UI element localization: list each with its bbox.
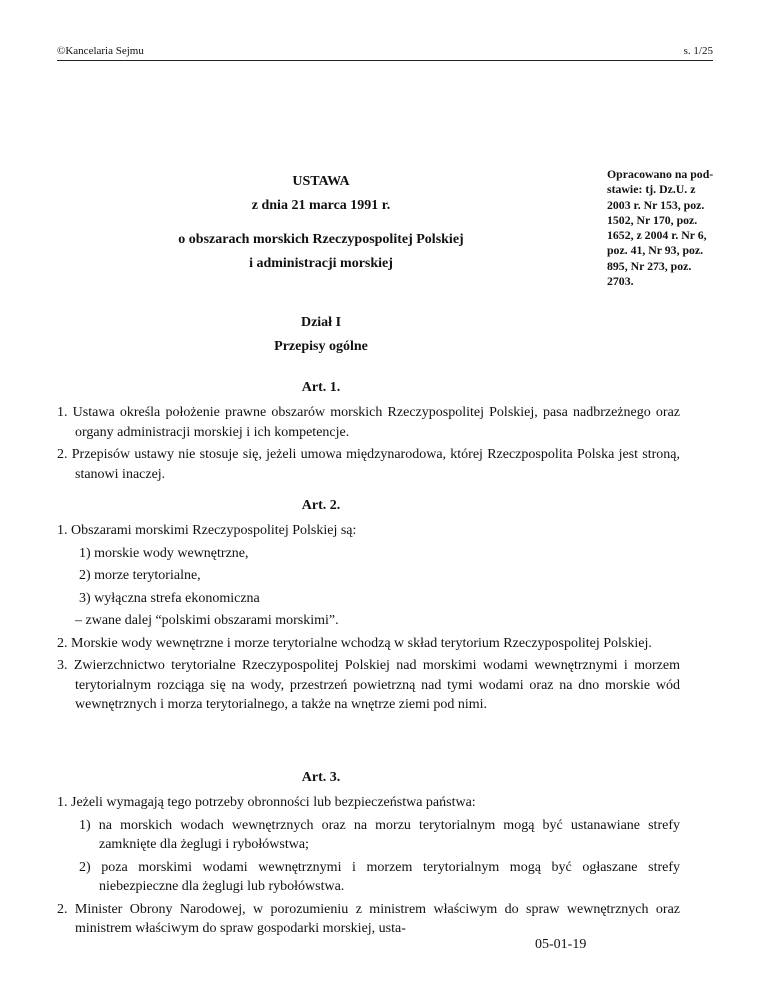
note-line: 1652, z 2004 r. Nr 6, (607, 228, 707, 243)
article-2-para-3: 3. Zwierzchnictwo terytorialne Rzeczypospolitej Polskiej nad morskimi wodami wewnętrznymi i morzem terytorialnym rozciąga się na wody, przestrzeń powietrzną nad tymi wodami oraz na dno morskie wód wewnętrznych i morza terytorialnego, a także na wnętrze ziemi pod nimi. (57, 658, 680, 712)
act-title (150, 170, 492, 218)
document-date: 05-01-19 (535, 937, 587, 952)
note-line: stawie: tj. Dz.U. z (607, 182, 696, 197)
act-subject-line2: i administracji morskiej (249, 256, 393, 271)
source-note (607, 167, 717, 289)
page-number: s. 1/25 (683, 45, 713, 57)
article-2-title: Art. 2. (301, 498, 341, 513)
article-2-tail: – zwane dalej “polskimi obszarami morskimi”. (75, 613, 339, 628)
page-header (57, 44, 713, 61)
article-1-para-1: 1. Ustawa określa położenie prawne obszarów morskich Rzeczypospolitej Polskiej, pasa nadbrzeżnego oraz organy administracji morskiej i ich kompetencje. (57, 405, 680, 440)
article-2-body (57, 521, 713, 718)
article-2-para-2: 2. Morskie wody wewnętrzne i morze terytorialne wchodzą w skład terytorium Rzeczypospolitej Polskiej. (57, 635, 652, 651)
article-2-item-3: 3) wyłączna strefa ekonomiczna (79, 590, 260, 606)
act-type: USTAWA (292, 174, 350, 189)
article-1-body (57, 403, 713, 487)
article-2-item-2: 2) morze terytorialne, (79, 568, 201, 583)
note-line: 895, Nr 273, poz. (607, 258, 692, 273)
act-subject (150, 228, 492, 276)
division-subtitle: Przepisy ogólne (274, 339, 368, 354)
note-line: poz. 41, Nr 93, poz. (607, 243, 704, 258)
note-line: 2003 r. Nr 153, poz. (607, 197, 705, 212)
article-3-body (57, 793, 713, 942)
note-line: Opracowano na pod- (607, 167, 714, 181)
article-3-title: Art. 3. (301, 770, 341, 785)
article-3-item-2: 2) poza morskimi wodami wewnętrznymi i morzem terytorialnym mogą być ogłaszane strefy niebezpieczne dla żeglugi lub rybołówstwa. (79, 859, 680, 894)
division-heading (150, 311, 492, 359)
division-name: Dział I (300, 315, 342, 330)
article-2-para-1: 1. Obszarami morskimi Rzeczypospolitej Polskiej są: (57, 523, 357, 538)
article-3-para-2: 2. Minister Obrony Narodowej, w porozumieniu z ministrem właściwym do spraw wewnętrznych oraz ministrem właściwym do spraw gospodarki morskiej, usta- (57, 901, 680, 936)
act-date: z dnia 21 marca 1991 r. (251, 198, 391, 213)
note-line: 2703. (607, 274, 634, 289)
article-3-para-1: 1. Jeżeli wymagają tego potrzeby obronności lub bezpieczeństwa państwa: (57, 795, 476, 810)
article-1-para-2: 2. Przepisów ustawy nie stosuje się, jeżeli umowa międzynarodowa, której Rzeczpospolita Polska jest stroną, stanowi inaczej. (57, 447, 680, 482)
act-subject-line1: o obszarach morskich Rzeczypospolitej Polskiej (178, 232, 464, 247)
article-3-item-1: 1) na morskich wodach wewnętrznych oraz na morzu terytorialnym mogą być ustanawiane strefy zamknięte dla żeglugi i rybołówstwa; (79, 817, 680, 852)
note-line: 1502, Nr 170, poz. (607, 212, 698, 227)
header-publisher: ©Kancelaria Sejmu (57, 45, 144, 57)
article-2-item-1: 1) morskie wody wewnętrzne, (79, 545, 249, 561)
article-1-title: Art. 1. (301, 380, 341, 395)
